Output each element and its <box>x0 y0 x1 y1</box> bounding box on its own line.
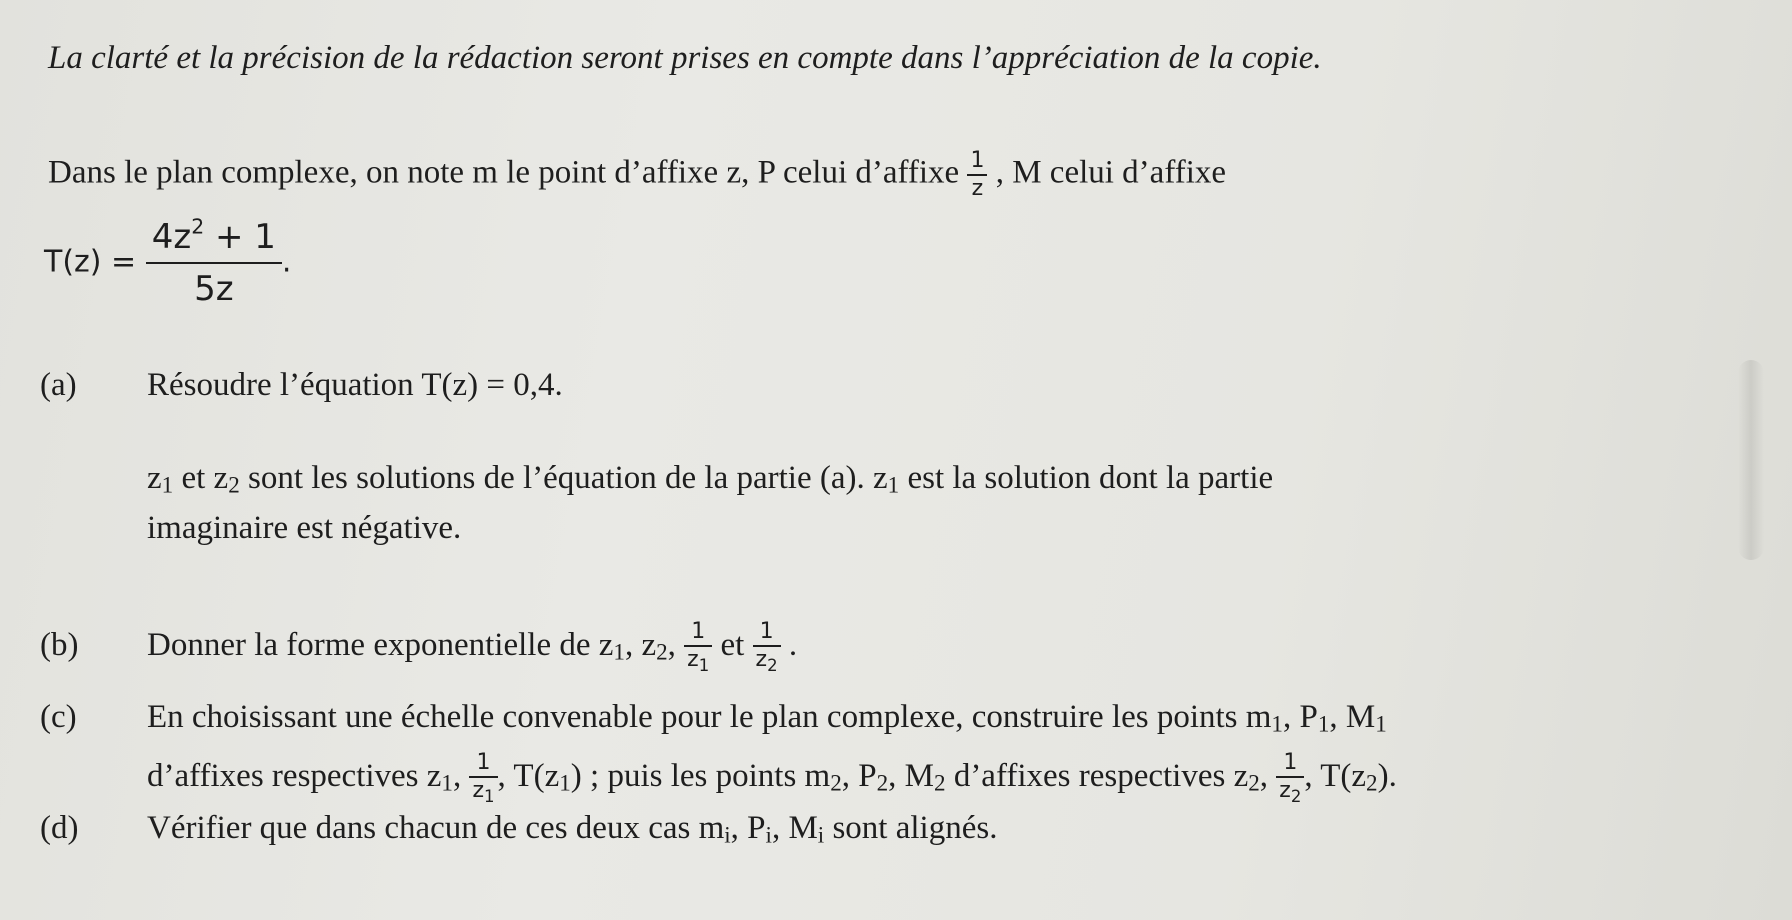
instructions-note: La clarté et la précision de la rédaction seront prises en compte dans l’appréciation de la copie. <box>48 40 1322 76</box>
t-lhs: T(z) = <box>44 244 146 280</box>
page-shadow <box>1738 360 1764 560</box>
t-denominator: 5z <box>194 269 234 309</box>
fraction-one-over-z1-c: $\frac{1}{z_1}$ <box>469 752 497 805</box>
t-numerator: $4z^2 + 1$ <box>146 220 282 264</box>
question-c-line-2: d’affixes respectives $z_1$, $\frac{1}{z_1}$ , $T(z_1)$ ; puis les points $m_2$, $P_2$, $M_2$ d’affixes respectives $z_2$, $\frac{1}{z_2}$ , $T(z_2)$. <box>147 749 1397 806</box>
fraction-one-over-z2: $\frac{1}{z_2}$ <box>753 621 781 674</box>
solutions-note-line-1: $z_1$ et $z_2$ sont les solutions de l’équation de la partie (a). $z_1$ est la solution dont la partie <box>147 460 1274 498</box>
fraction-one-over-z <box>967 150 987 200</box>
question-d-text: Vérifier que dans chacun de ces deux cas $m_i$, $P_i$, $M_i$ sont alignés. <box>147 810 998 848</box>
intro-line-1 <box>48 150 1226 200</box>
question-c-line-1: En choisissant une échelle convenable pour le plan complexe, construire les points $m_1$, $P_1$, $M_1$ <box>147 699 1387 737</box>
t-period: . <box>281 244 292 280</box>
question-d-label: (d) <box>40 810 79 846</box>
question-a-label: (a) <box>40 367 77 403</box>
intro-text-end: , M celui d’affixe <box>987 154 1227 191</box>
fraction-denominator: z <box>971 176 984 201</box>
question-a-text: Résoudre l’équation T(z) = 0,4. <box>147 367 563 403</box>
fraction-one-over-z2-c: $\frac{1}{z_2}$ <box>1276 752 1304 805</box>
t-fraction <box>146 214 282 309</box>
question-b-text: Donner la forme exponentielle de $z_1$, $z_2$, $\frac{1}{z_1}$ et $\frac{1}{z_2}$ . <box>147 618 798 675</box>
t-definition <box>44 214 292 309</box>
question-b-label: (b) <box>40 627 79 663</box>
intro-text-start: Dans le plan complexe, on note m le point d’affixe z, P celui d’affixe <box>48 154 968 191</box>
fraction-numerator: 1 <box>967 150 987 176</box>
solutions-note-line-2: imaginaire est négative. <box>147 510 462 546</box>
fraction-one-over-z1: $\frac{1}{z_1}$ <box>684 621 712 674</box>
question-c-label: (c) <box>40 699 77 735</box>
